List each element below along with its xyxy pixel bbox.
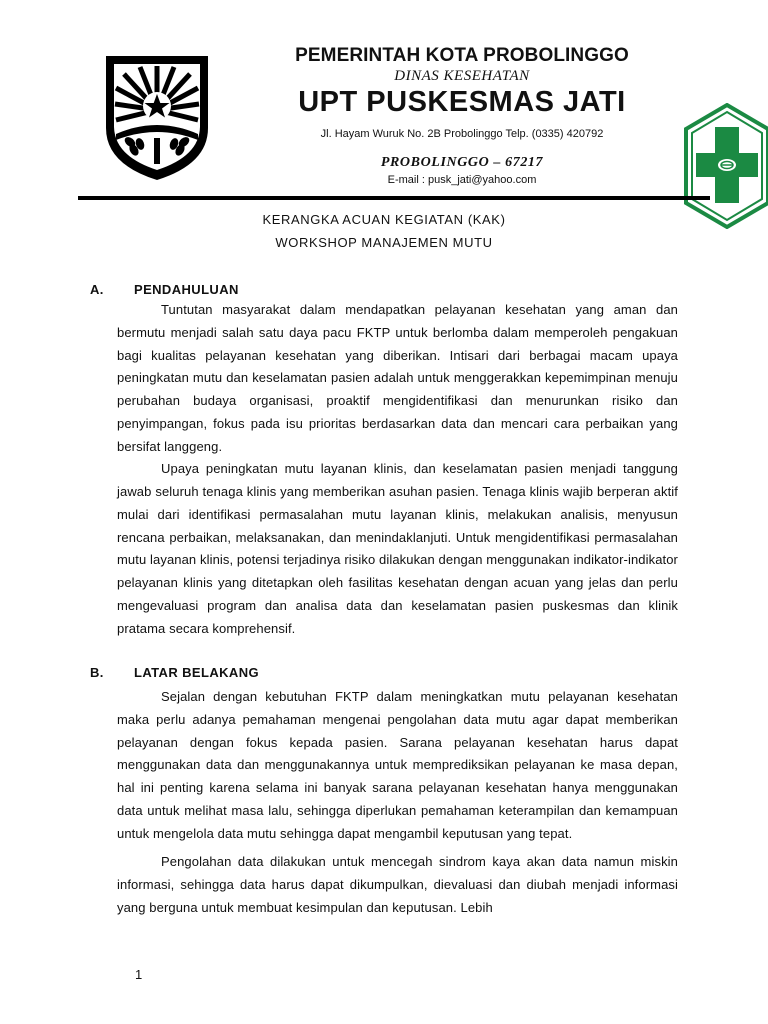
institution-name: UPT PUSKESMAS JATI xyxy=(298,86,626,118)
section-b-body xyxy=(117,686,678,920)
section-letter: A. xyxy=(90,282,104,297)
document-title: KERANGKA ACUAN KEGIATAN (KAK) xyxy=(262,212,506,227)
paragraph: Sejalan dengan kebutuhan FKTP dalam meningkatkan mutu pelayanan kesehatan maka perlu adanya pemahaman mengenai pengolahan data mutu agar dapat memberikan pelayanan dengan fokus kepada pasien. Sarana pelayanan kesehatan harus dapat menggunakan data dan menggunakannya untuk memprediksikan pelayanan ke masa depan, hal ini penting karena selama ini banyak sarana pelayanan kesehatan hanya menggunakan data untuk melihat masa lalu, sehingga diperlukan pemahaman keterampilan dan kemampuan untuk mengelola data mutu sehingga dapat mengambil keputusan yang tepat. xyxy=(117,689,678,841)
department-name: DINAS KESEHATAN xyxy=(394,68,530,84)
government-name: PEMERINTAH KOTA PROBOLINGGO xyxy=(295,45,629,66)
paragraph: Pengolahan data dilakukan untuk mencegah sindrom kaya akan data namun miskin informasi, sehingga data harus dapat dikumpulkan, dievaluasi dan diubah menjadi informasi yang berguna untuk membuat kesimpulan dan keputusan. Lebih xyxy=(117,854,678,915)
document-subtitle: WORKSHOP MANAJEMEN MUTU xyxy=(275,235,493,250)
section-a-body xyxy=(117,299,678,640)
paragraph: Upaya peningkatan mutu layanan klinis, dan keselamatan pasien menjadi tanggung jawab seluruh tenaga klinis yang memberikan asuhan pasien. Tenaga klinis wajib berperan aktif mulai dari identifikasi permasalahan mutu layanan klinis, melakukan analisis, menyusun rencana perbaikan, melaksanakan, dan menindaklanjuti. Untuk mengidentifikasi permasalahan mutu layanan klinis, potensi terjadinya risiko dilakukan dengan menggunakan indikator-indikator pelayanan klinis yang ditetapkan oleh fasilitas kesehatan dengan acuan yang jelas dan perlu mengevaluasi program dan analisa data dan keselamatan pasien puskesmas dan klinik pratama secara komprehensif. xyxy=(117,461,678,636)
section-b-heading xyxy=(90,665,259,680)
section-title: PENDAHULUAN xyxy=(134,282,239,297)
letterhead xyxy=(262,44,662,187)
institution-city: PROBOLINGGO – 67217 xyxy=(380,155,544,170)
paragraph: Tuntutan masyarakat dalam mendapatkan pelayanan kesehatan yang aman dan bermutu menjadi salah satu daya pacu FKTP untuk berlomba dalam memperoleh pengakuan bagi kualitas pelayanan kesehatan yang diberikan. Intisari dari berbagai macam upaya peningkatan mutu dan keselamatan pasien adalah untuk menggerakkan kepemimpinan menuju perubahan budaya organisasi, proaktif mengidentifikasi dan menurunkan risiko dan penyimpangan, fokus pada isu prioritas berdasarkan data dan mencari cara perbaikan yang bersifat langgeng. xyxy=(117,302,678,454)
page-number: 1 xyxy=(135,967,143,982)
city-emblem-logo xyxy=(104,54,210,182)
institution-address: Jl. Hayam Wuruk No. 2B Probolinggo Telp. (0335) 420792 xyxy=(320,128,604,140)
section-letter: B. xyxy=(90,665,104,680)
section-title: LATAR BELAKANG xyxy=(134,665,259,680)
city-emblem-shield-icon xyxy=(104,54,210,182)
puskesmas-cross-icon xyxy=(682,103,768,229)
puskesmas-logo xyxy=(682,103,768,229)
institution-email: E-mail : pusk_jati@yahoo.com xyxy=(387,174,537,186)
letterhead-divider xyxy=(78,196,710,200)
section-a-heading xyxy=(90,282,239,297)
